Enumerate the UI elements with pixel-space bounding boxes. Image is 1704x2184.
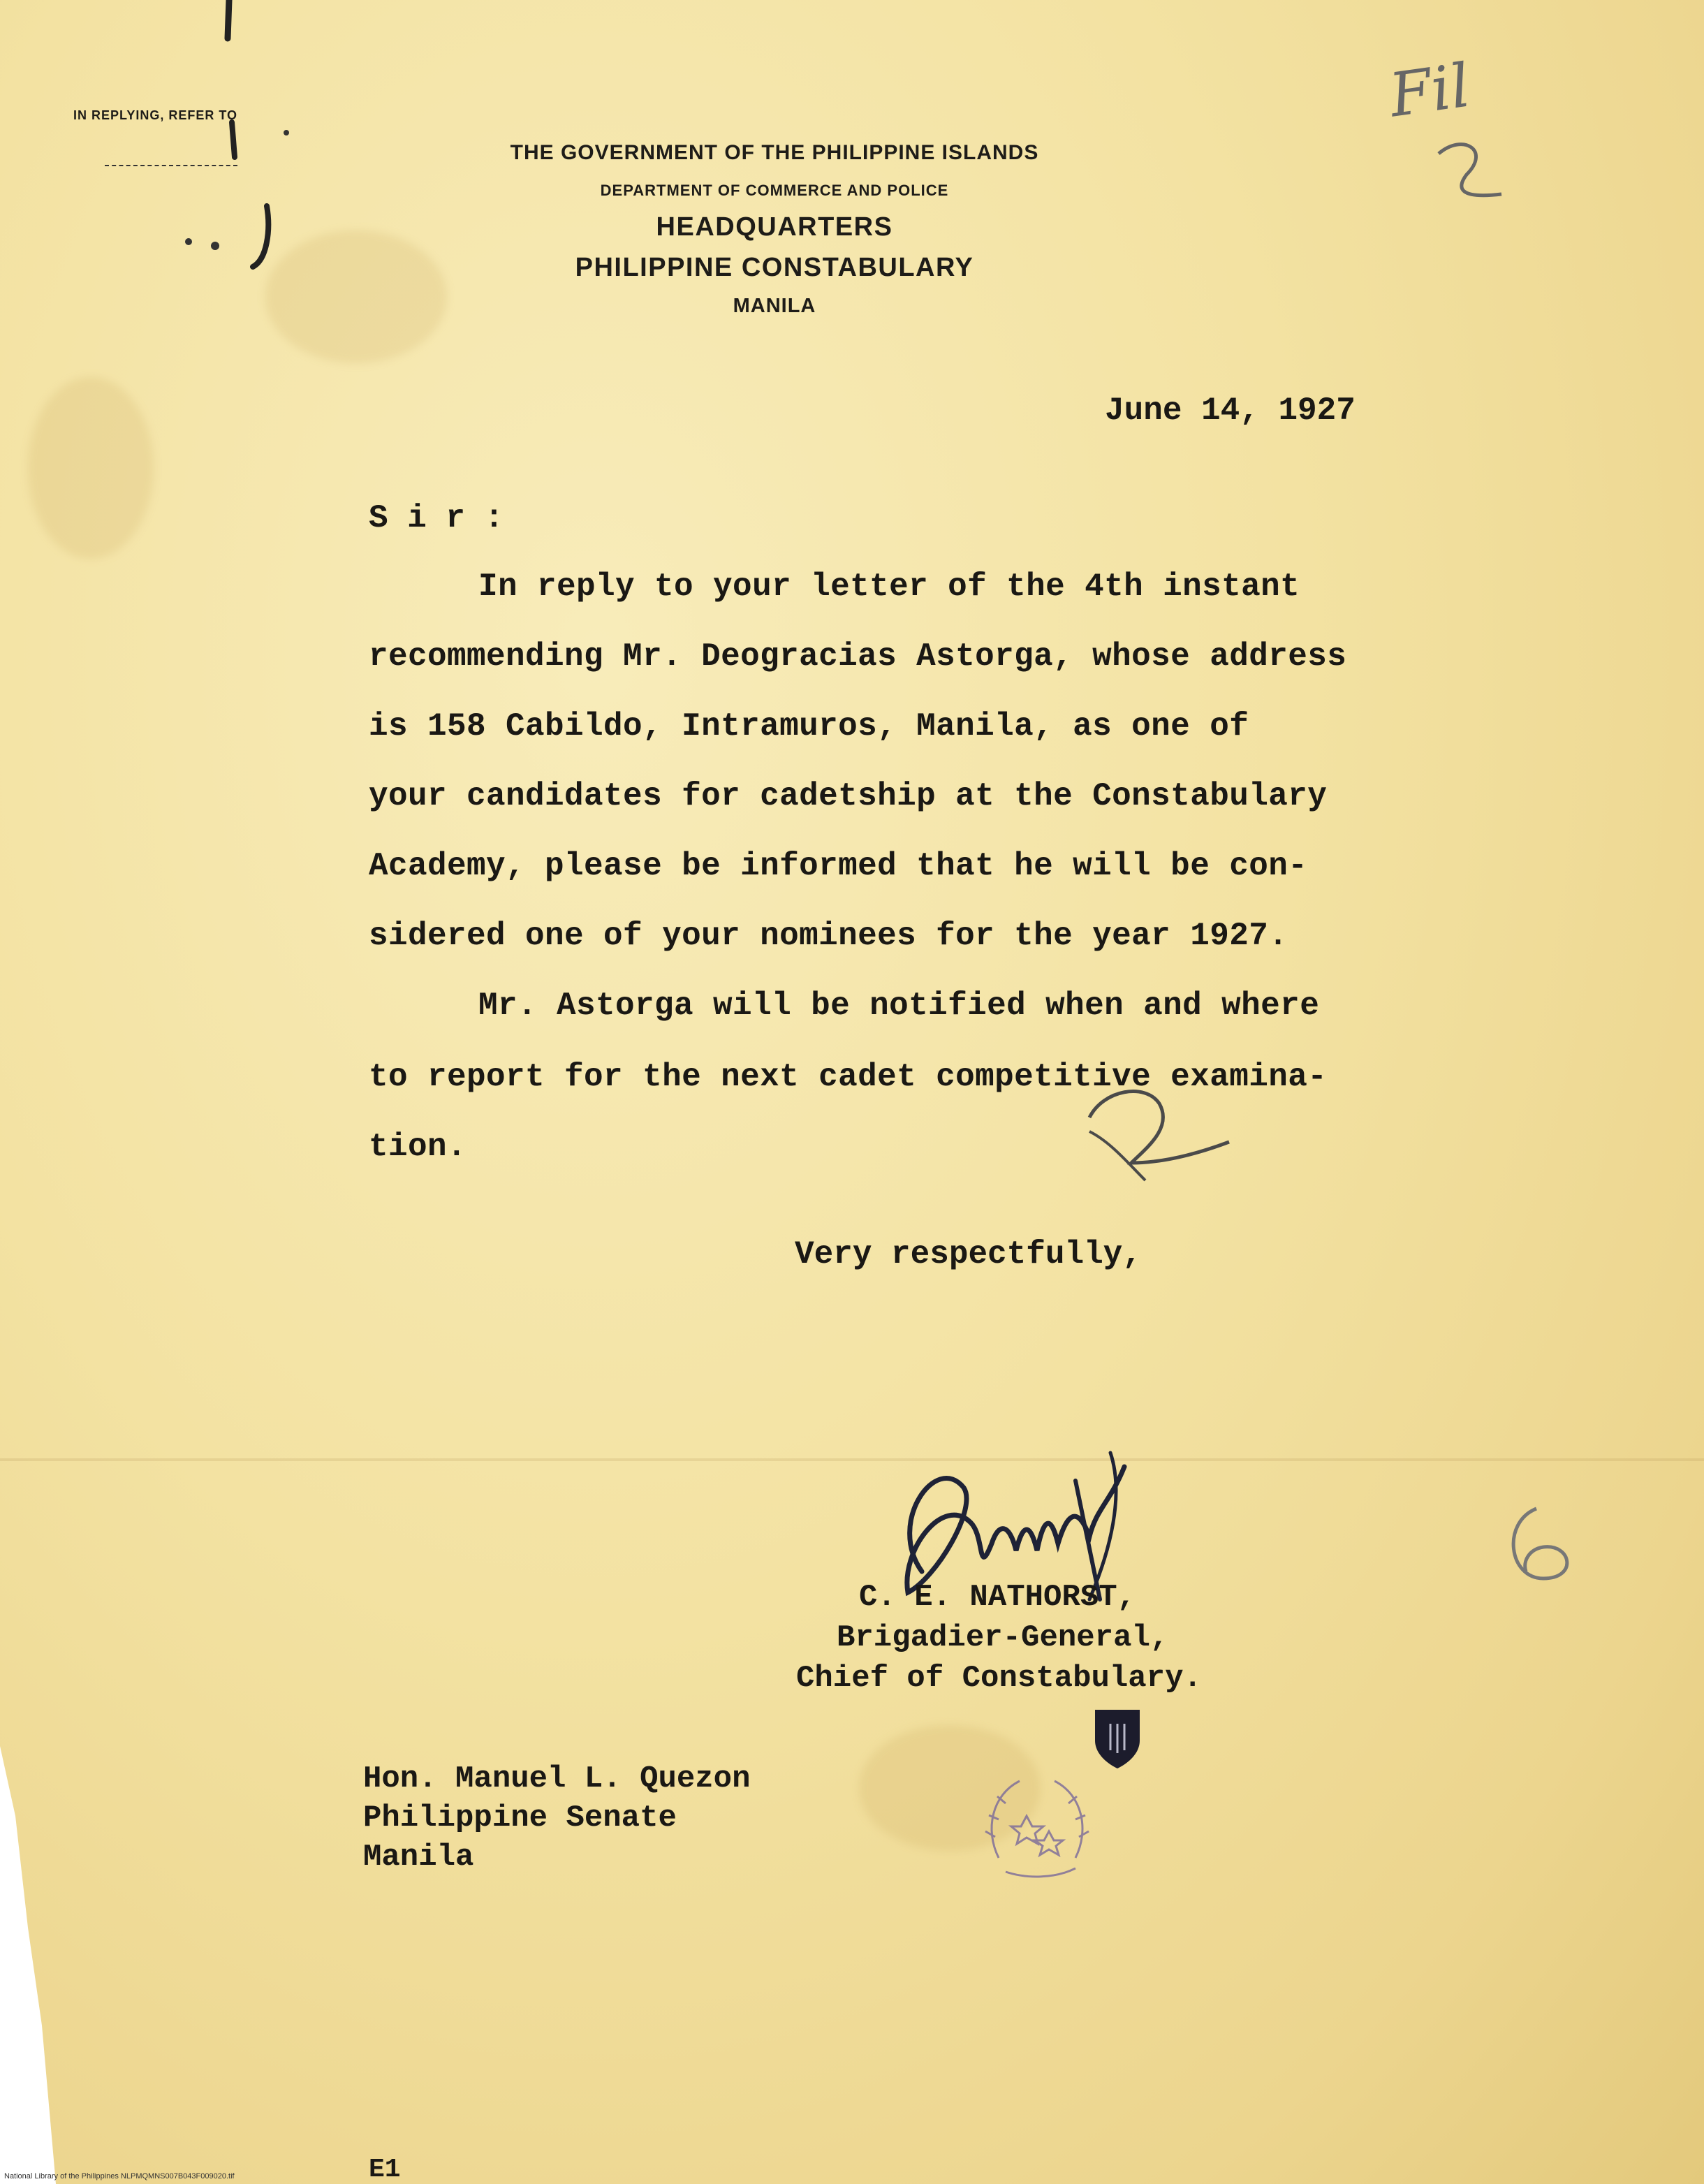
letterhead-city: MANILA bbox=[733, 295, 816, 317]
addressee-line: Hon. Manuel L. Quezon bbox=[363, 1761, 751, 1796]
archive-footer: National Library of the Philippines NLPMQMNS007B043F009020.tif bbox=[4, 2172, 235, 2181]
body-line: Mr. Astorga will be notified when and where bbox=[478, 988, 1320, 1024]
pencil-mark-icon bbox=[1425, 133, 1522, 217]
body-line: to report for the next cadet competitive examina- bbox=[369, 1059, 1328, 1095]
letter-date: June 14, 1927 bbox=[1105, 393, 1356, 429]
body-line: In reply to your letter of the 4th instant bbox=[478, 569, 1300, 605]
shield-seal-icon bbox=[1089, 1704, 1145, 1774]
body-line: sidered one of your nominees for the year 1927. bbox=[369, 918, 1288, 954]
letterhead-constabulary: PHILIPPINE CONSTABULARY bbox=[575, 253, 974, 282]
salutation: S i r : bbox=[369, 500, 504, 536]
closing: Very respectfully, bbox=[795, 1236, 1142, 1273]
pencil-scribble-icon bbox=[1068, 1076, 1243, 1194]
body-line: Academy, please be informed that he will be con- bbox=[369, 848, 1308, 884]
fold-line bbox=[0, 1458, 1704, 1461]
body-line: recommending Mr. Deogracias Astorga, whose address bbox=[369, 638, 1347, 675]
body-line: is 158 Cabildo, Intramuros, Manila, as one of bbox=[369, 708, 1249, 745]
file-mark: E1 bbox=[369, 2155, 401, 2184]
signatory-name: C. E. NATHORST, bbox=[859, 1580, 1136, 1615]
body-line: your candidates for cadetship at the Constabulary bbox=[369, 778, 1328, 814]
letterhead-headquarters: HEADQUARTERS bbox=[656, 212, 893, 242]
addressee-line: Philippine Senate bbox=[363, 1801, 677, 1835]
pencil-number-icon bbox=[1488, 1495, 1599, 1599]
star-stamp-icon bbox=[978, 1767, 1096, 1886]
body-line: tion. bbox=[369, 1129, 467, 1165]
signatory-title: Chief of Constabulary. bbox=[796, 1661, 1202, 1696]
refer-label: IN REPLYING, REFER TO bbox=[73, 108, 238, 122]
addressee-line: Manila bbox=[363, 1840, 474, 1875]
stain bbox=[28, 377, 154, 559]
letterhead-government: THE GOVERNMENT OF THE PHILIPPINE ISLANDS bbox=[510, 141, 1039, 164]
letterhead-department: DEPARTMENT OF COMMERCE AND POLICE bbox=[600, 182, 949, 199]
margin-note: Fil bbox=[1385, 50, 1475, 131]
signatory-rank: Brigadier-General, bbox=[837, 1620, 1169, 1655]
